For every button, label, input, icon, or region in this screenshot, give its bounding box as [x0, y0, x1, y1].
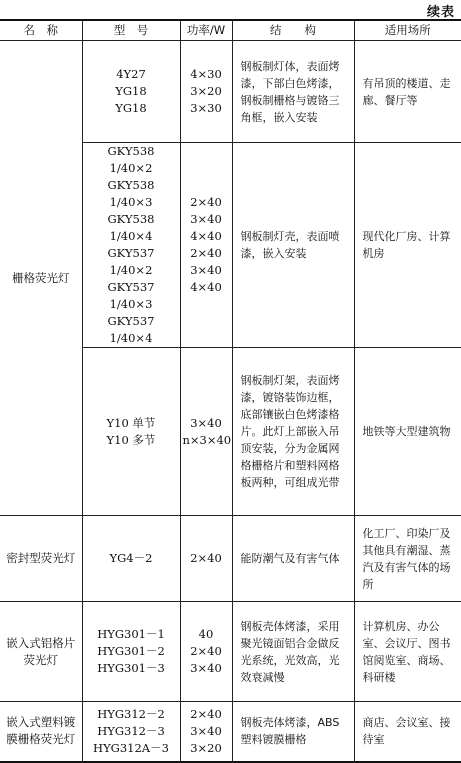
model-cell [82, 602, 180, 702]
power-value: 3×40 [190, 263, 222, 277]
model-value: GKY538 1/40×4 [107, 212, 155, 243]
power-value: 40 [198, 627, 214, 641]
model-cell [82, 143, 180, 348]
model-value: HYG312A－3 [93, 740, 169, 755]
power-value: 3×40 [190, 212, 222, 226]
model-value: GKY537 1/40×4 [107, 314, 155, 345]
power-value: 2×40 [190, 246, 222, 260]
model-cell [82, 516, 180, 602]
model-value: GKY537 1/40×3 [107, 280, 155, 311]
table-row [0, 41, 461, 143]
name-cell: 密封型荧光灯 [0, 516, 82, 602]
header-power: 功率/W [180, 20, 232, 41]
header-place: 适用场所 [354, 20, 461, 41]
model-value: HYG301－3 [97, 661, 165, 675]
group-name-cell: 栅格荧光灯 [0, 41, 82, 516]
place-cell: 现代化厂房、计算机房 [354, 143, 461, 348]
model-cell [82, 41, 180, 143]
name-cell: 嵌入式铝格片荧光灯 [0, 602, 82, 702]
header-name: 名 称 [0, 20, 82, 41]
structure-cell: 钢板壳体烤漆，采用聚光镜面铝合金做反光系统，光效高，光效衰减慢 [232, 602, 354, 702]
model-value: GKY537 1/40×2 [107, 246, 155, 277]
power-cell [180, 602, 232, 702]
structure-cell: 钢板制灯壳，表面喷漆，嵌入安装 [232, 143, 354, 348]
model-value: Y10 单节 [106, 415, 156, 430]
model-value: Y10 多节 [106, 432, 156, 447]
power-cell [180, 516, 232, 602]
power-cell [180, 702, 232, 762]
model-value: YG18 [115, 84, 147, 98]
continued-table-label: 续表 [426, 5, 455, 20]
model-value: HYG301－2 [97, 644, 165, 658]
place-cell: 计算机房、办公室、会议厅、图书馆阅览室、商场、科研楼 [354, 602, 461, 702]
table-row [0, 602, 461, 702]
power-value: 2×40 [190, 644, 222, 658]
power-value: 3×20 [190, 740, 222, 755]
lamp-spec-table [0, 19, 461, 763]
power-value: 3×40 [190, 661, 222, 675]
power-value: 3×40 [190, 723, 222, 738]
power-value: 2×40 [190, 195, 222, 209]
structure-cell: 钢板壳体烤漆，ABS 塑料镀膜栅格 [232, 702, 354, 762]
power-cell [180, 143, 232, 348]
name-cell: 嵌入式塑料镀膜栅格荧光灯 [0, 702, 82, 762]
header-structure: 结 构 [232, 20, 354, 41]
table-row [0, 702, 461, 762]
power-value: 4×30 [190, 67, 222, 81]
model-value: YG4－2 [109, 551, 153, 565]
place-cell: 商店、会议室、接待室 [354, 702, 461, 762]
structure-cell: 能防潮气及有害气体 [232, 516, 354, 602]
power-cell [180, 348, 232, 516]
place-cell: 有吊顶的楼道、走廊、餐厅等 [354, 41, 461, 143]
model-cell [82, 348, 180, 516]
power-value: 4×40 [190, 280, 222, 294]
power-value: 3×40 [190, 415, 222, 430]
power-value: 4×40 [190, 229, 222, 243]
model-value: HYG312－3 [97, 723, 165, 738]
power-cell [180, 41, 232, 143]
structure-cell: 钢板制灯体，表面烤漆，下部白色烤漆，钢板制栅格与镀铬三角框，嵌入安装 [232, 41, 354, 143]
model-value: HYG301－1 [97, 627, 165, 641]
structure-cell: 钢板制灯架，表面烤漆，镀铬装饰边框，底部镶嵌白色烤漆格片。此灯上部嵌入吊顶安装，分为金属网格栅格片和塑料网格板两种，可组成光带 [232, 348, 354, 516]
table-row [0, 516, 461, 602]
power-value: 2×40 [190, 551, 222, 565]
power-value: n×3×40 [182, 432, 232, 447]
model-cell [82, 702, 180, 762]
model-value: YG18 [115, 101, 147, 115]
place-cell: 地铁等大型建筑物 [354, 348, 461, 516]
model-value: 4Y27 [116, 67, 146, 81]
model-value: HYG312－2 [97, 706, 165, 721]
power-value: 3×20 [190, 84, 222, 98]
place-cell: 化工厂、印染厂及其他具有潮湿、蒸汽及有害气体的场所 [354, 516, 461, 602]
power-value: 3×30 [190, 101, 222, 115]
model-value: GKY538 1/40×2 [107, 144, 155, 175]
header-row [0, 20, 461, 41]
header-model: 型 号 [82, 20, 180, 41]
model-value: GKY538 1/40×3 [107, 178, 155, 209]
power-value: 2×40 [190, 706, 222, 721]
